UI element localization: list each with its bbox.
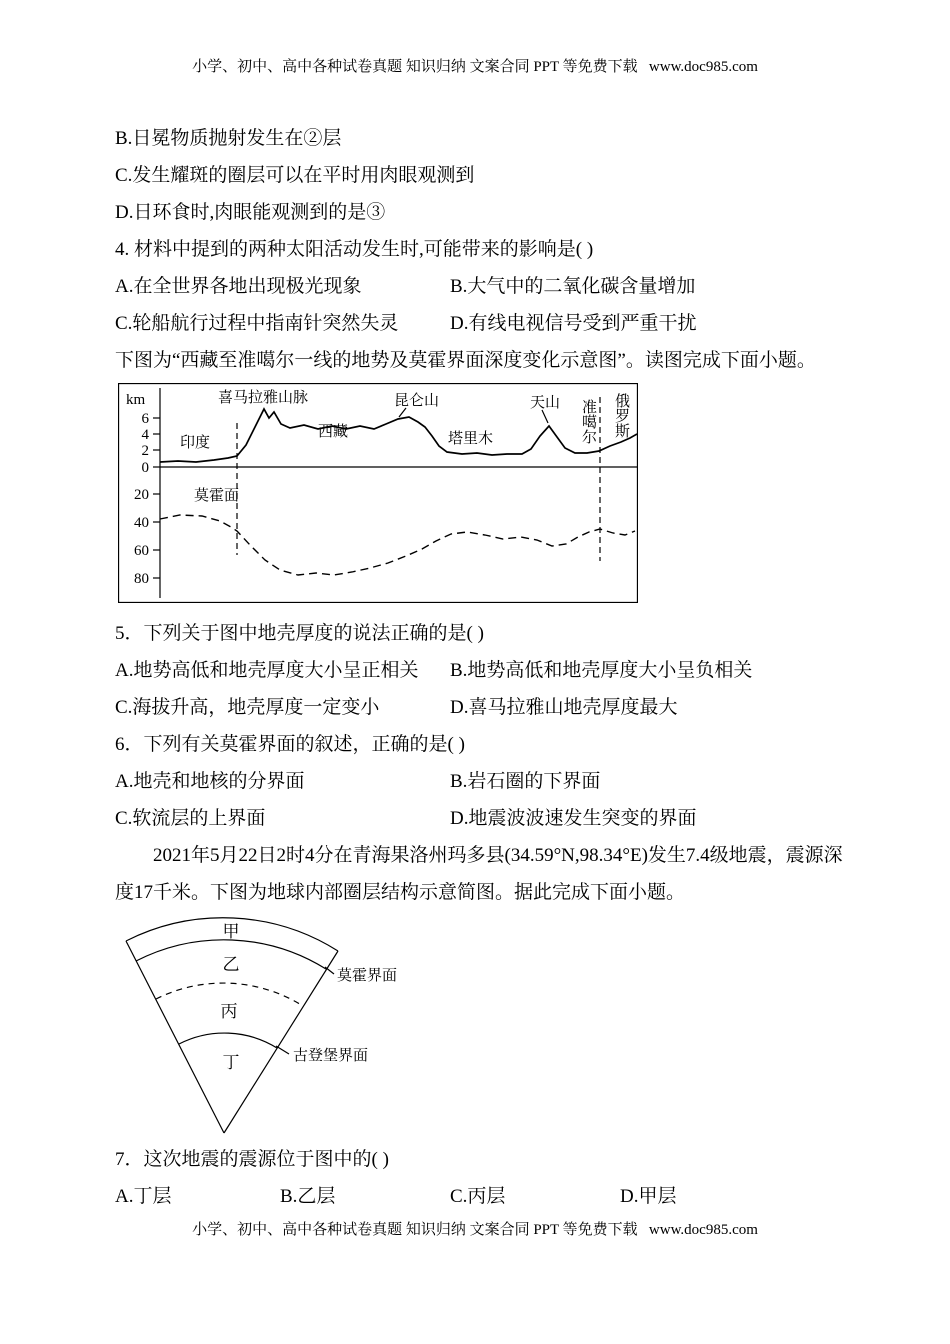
gutenberg-boundary-label: 古登堡界面	[293, 1048, 369, 1064]
q3-option-b: B.日冕物质抛射发生在②层	[115, 128, 342, 149]
page-header: 小学、初中、高中各种试卷真题 知识归纳 文案合同 PPT 等免费下载 www.doc985.com	[192, 59, 758, 75]
y-tick-label: 40	[134, 515, 149, 531]
q6-options-row-2	[115, 800, 843, 837]
india-label: 印度	[180, 435, 211, 451]
q3-option-d: D.日环食时,肉眼能观测到的是③	[115, 202, 386, 223]
moho-surface-label: 莫霍面	[194, 488, 240, 504]
y-tick-label: 2	[141, 443, 149, 459]
q5-option-a: A.地势高低和地壳厚度大小呈正相关	[115, 660, 419, 681]
y-tick-label: 4	[141, 427, 149, 443]
terrain-profile-figure	[118, 383, 843, 603]
terrain-profile-line	[160, 409, 637, 462]
q4-option-b: B.大气中的二氧化碳含量增加	[450, 276, 696, 297]
exam-content	[115, 120, 843, 1215]
layer-ding-label: 丁	[222, 1053, 240, 1072]
gutenberg-boundary-arc	[179, 1033, 277, 1048]
y-tick-label: 6	[141, 411, 149, 427]
y-tick-label: 0	[141, 460, 149, 476]
q7-option-c: C.丙层	[450, 1186, 506, 1207]
q4-option-c: C.轮船航行过程中指南针突然失灵	[115, 313, 399, 334]
y-axis-tick-labels	[134, 411, 150, 587]
q6-option-c: C.软流层的上界面	[115, 808, 266, 829]
material-intro-2: 2021年5月22日2时4分在青海果洛州玛多县(34.59°N,98.34°E)发生7.4级地震，震源深度17千米。下图为地球内部圈层结构示意简图。据此完成下面小题。	[115, 845, 843, 903]
q5-option-c: C.海拔升高，地壳厚度一定变小	[115, 697, 380, 718]
q5-option-b: B.地势高低和地壳厚度大小呈负相关	[450, 660, 753, 681]
q5-options-row-1	[115, 652, 843, 689]
y-tick-label: 20	[134, 487, 149, 503]
junggar-label: 准噶尔	[580, 399, 596, 444]
y-axis-unit-label: km	[126, 392, 146, 408]
tarim-label: 塔里木	[448, 431, 494, 447]
terrain-moho-profile-diagram	[118, 383, 638, 603]
q7-option-a: A.丁层	[115, 1186, 172, 1207]
q4-options-row-1	[115, 268, 843, 305]
q7-options-row	[115, 1178, 843, 1215]
q3-option-c: C.发生耀斑的圈层可以在平时用肉眼观测到	[115, 165, 475, 186]
tibet-label: 西藏	[318, 424, 349, 440]
q5-stem: 5．下列关于图中地壳厚度的说法正确的是( )	[115, 623, 484, 644]
q5-option-d: D.喜马拉雅山地壳厚度最大	[450, 697, 678, 718]
wedge-right-edge	[224, 951, 338, 1133]
gutenberg-leader-line	[276, 1046, 289, 1054]
tianshan-leader-line	[542, 410, 548, 423]
kunlun-leader-line	[399, 408, 406, 417]
material-intro-1: 下图为“西藏至准噶尔一线的地势及莫霍界面深度变化示意图”。读图完成下面小题。	[115, 350, 816, 371]
russia-label: 俄罗斯	[613, 393, 629, 438]
himalaya-label: 喜马拉雅山脉	[218, 390, 309, 406]
q6-stem: 6．下列有关莫霍界面的叙述，正确的是( )	[115, 734, 465, 755]
q5-options-row-2	[115, 689, 843, 726]
earth-interior-diagram	[109, 913, 409, 1141]
tianshan-label: 天山	[530, 395, 561, 411]
q6-option-d: D.地震波波速发生突变的界面	[450, 808, 697, 829]
q6-option-a: A.地壳和地核的分界面	[115, 771, 305, 792]
earth-interior-figure	[109, 913, 843, 1141]
kunlun-label: 昆仑山	[394, 393, 440, 409]
moho-boundary-label: 莫霍界面	[337, 968, 398, 984]
layer-bing-label: 丙	[220, 1002, 238, 1021]
q4-option-a: A.在全世界各地出现极光现象	[115, 276, 362, 297]
q7-stem: 7．这次地震的震源位于图中的( )	[115, 1149, 389, 1170]
q4-option-d: D.有线电视信号受到严重干扰	[450, 313, 697, 334]
q7-option-b: B.乙层	[280, 1186, 336, 1207]
y-tick-label: 80	[134, 571, 149, 587]
q4-stem: 4. 材料中提到的两种太阳活动发生时,可能带来的影响是( )	[115, 239, 594, 260]
layer-yi-label: 乙	[222, 955, 240, 974]
q7-option-d: D.甲层	[620, 1186, 677, 1207]
q6-options-row-1	[115, 763, 843, 800]
layer-jia-label: 甲	[222, 922, 240, 941]
moho-depth-line	[160, 515, 635, 575]
y-axis-ticks	[153, 418, 160, 578]
wedge-left-edge	[126, 941, 224, 1133]
q4-options-row-2	[115, 305, 843, 342]
y-tick-label: 60	[134, 543, 149, 559]
page-footer: 小学、初中、高中各种试卷真题 知识归纳 文案合同 PPT 等免费下载 www.doc985.com	[192, 1222, 758, 1238]
q6-option-b: B.岩石圈的下界面	[450, 771, 601, 792]
